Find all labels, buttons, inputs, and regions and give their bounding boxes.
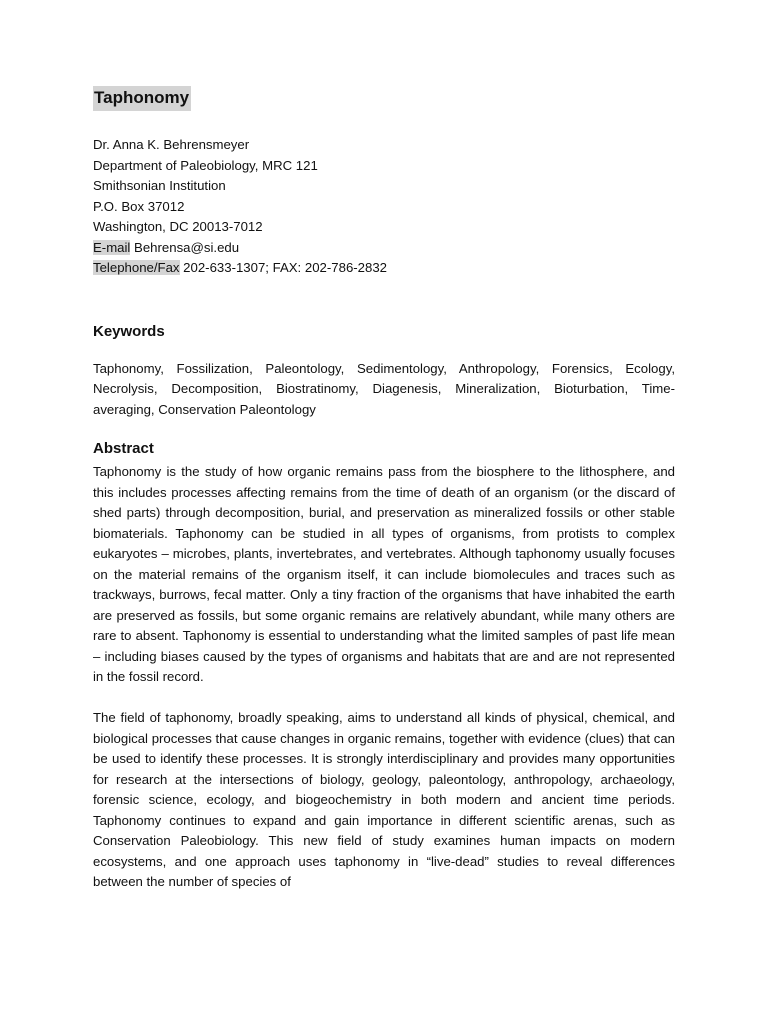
phone-line [93, 258, 675, 279]
phone-label: Telephone/Fax [93, 260, 180, 275]
author-city: Washington, DC 20013-7012 [93, 219, 263, 234]
author-po-box: P.O. Box 37012 [93, 198, 185, 214]
email-line [93, 238, 675, 259]
abstract-paragraph: Taphonomy is the study of how organic remains pass from the biosphere to the lithosphere, and this includes processes affecting remains from the time of death of an organism (or the discard of shed parts) through decomposition, burial, and preservation as mineralized fossils or other stable biomaterials. Taphonomy can be studied in all types of organisms, from protists to complex eukaryotes – microbes, plants, invertebrates, and vertebrates. Although taphonomy usually focuses on the material remains of the organism itself, it can include biomolecules and traces such as trackways, burrows, fecal matter. Only a tiny fraction of the organisms that have inhabited the earth are preserved as fossils, but some organic remains are relatively abundant, while many others are rare to absent. Taphonomy is essential to understanding what the limited samples of past life mean – including biases caused by the types of organisms and habitats that are and are not represented in the fossil record. [93, 464, 675, 684]
author-name: Dr. Anna K. Behrensmeyer [93, 137, 250, 152]
abstract-paragraph: The field of taphonomy, broadly speaking, aims to understand all kinds of physical, chemical, and biological processes that cause changes in organic remains, together with evidence (clues) that can be used to identify these processes. It is strongly interdisciplinary and provides many opportunities for research at the intersections of biology, geology, paleontology, anthropology, archaeology, forensic science, ecology, and biogeochemistry in both modern and ancient time periods. Taphonomy continues to expand and gain importance in different scientific arenas, such as Conservation Paleobiology. This new field of study examines human impacts on modern ecosystems, and one approach uses taphonomy in “live-dead” studies to reveal differences between the number of species of [93, 710, 675, 889]
author-department: Department of Paleobiology, MRC 121 [93, 157, 318, 173]
email-label: E-mail [93, 239, 131, 255]
abstract-heading: Abstract [93, 440, 154, 457]
author-institution: Smithsonian Institution [93, 178, 226, 193]
email-value: Behrensa@si.edu [130, 239, 240, 255]
document-title: Taphonomy [93, 86, 191, 111]
author-address-block [93, 135, 675, 279]
keywords-heading: Keywords [93, 322, 165, 340]
phone-value: 202-633-1307; FAX: 202-786-2832 [179, 260, 388, 275]
document-page [93, 86, 675, 893]
keywords-text: Taphonomy, Fossilization, Paleontology, Sedimentology, Anthropology, Forensics, Ecology, Necrolysis, Decomposition, Biostratinomy, Diagenesis, Mineralization, Bioturbation, Time-averaging, Conservation Paleontology [93, 360, 675, 417]
